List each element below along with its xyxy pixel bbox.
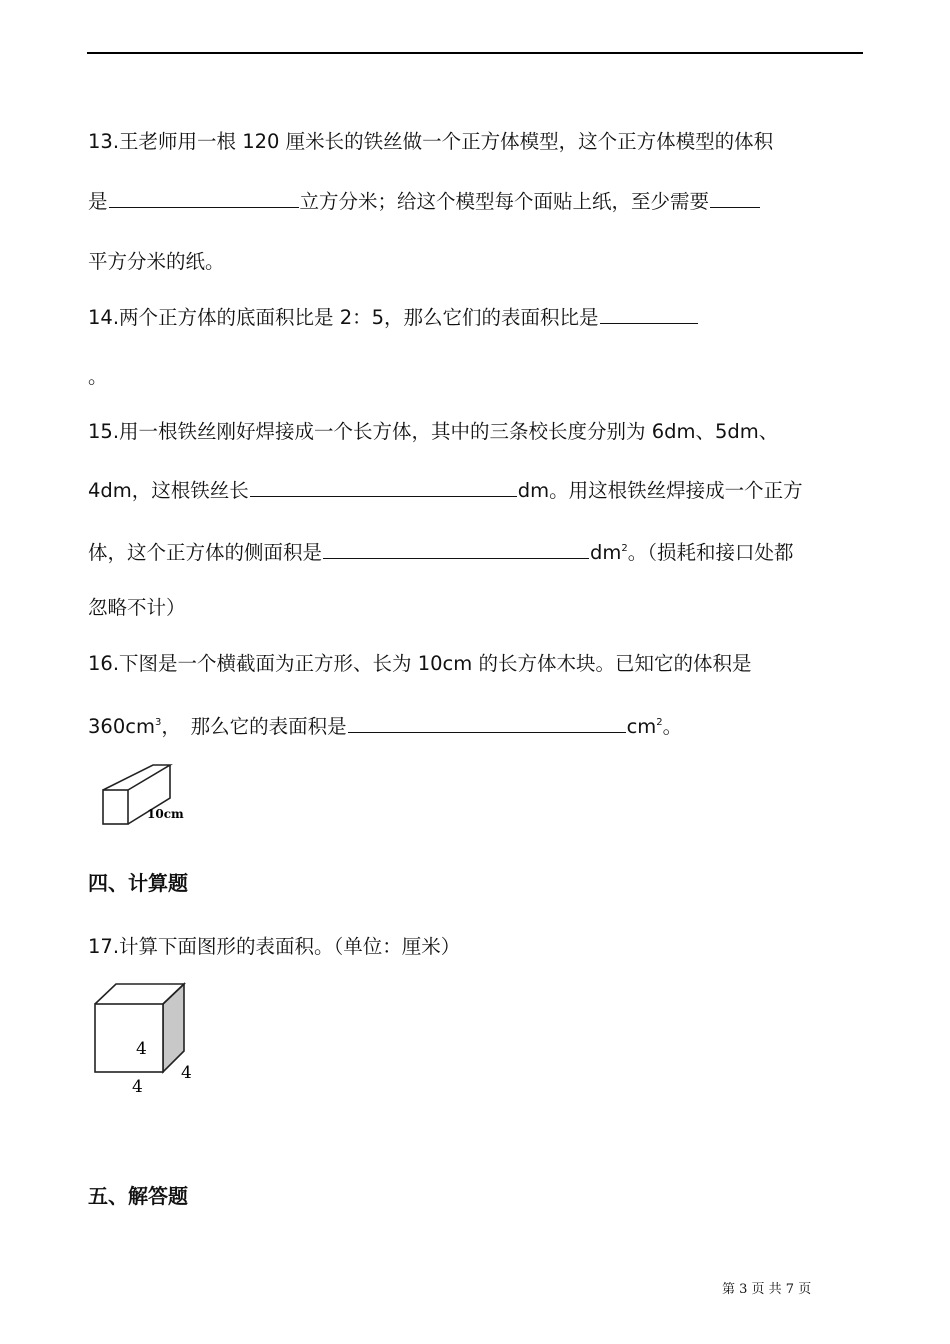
q13-line1: 13.王老师用一根 120 厘米长的铁丝做一个正方体模型，这个正方体模型的体积 xyxy=(88,130,774,153)
answer-blank[interactable] xyxy=(348,712,626,733)
answer-blank[interactable] xyxy=(109,187,299,208)
text: ， 那么它的表面积是 xyxy=(161,715,347,738)
q16-line2 xyxy=(88,709,682,741)
answer-blank[interactable] xyxy=(250,476,517,497)
text: 立方分米；给这个模型每个面贴上纸，至少需要 xyxy=(299,190,710,213)
cuboid-figure xyxy=(95,760,195,830)
text: dm xyxy=(590,541,622,564)
text: dm。用这根铁丝焊接成一个正方 xyxy=(517,479,803,502)
superscript: 2 xyxy=(621,543,628,554)
q16-line1: 16.下图是一个横截面为正方形、长为 10cm 的长方体木块。已知它的体积是 xyxy=(88,652,752,675)
q13-line2 xyxy=(88,187,761,216)
header-rule xyxy=(87,52,863,54)
text: 360cm xyxy=(88,715,155,738)
edge-label: 4 xyxy=(132,1077,143,1097)
superscript: 3 xyxy=(154,717,162,728)
text: 4dm，这根铁丝长 xyxy=(88,479,249,502)
answer-blank[interactable] xyxy=(710,187,760,208)
section-heading-4: 四、计算题 xyxy=(88,871,188,895)
cube-figure xyxy=(88,978,198,1098)
q14-line1 xyxy=(88,303,699,332)
answer-blank[interactable] xyxy=(600,303,698,324)
q15-line4: 忽略不计） xyxy=(88,596,186,619)
answer-blank[interactable] xyxy=(323,538,589,559)
text: 体，这个正方体的侧面积是 xyxy=(88,541,323,564)
text: 是 xyxy=(88,190,108,213)
q15-line1: 15.用一根铁丝刚好焊接成一个长方体，其中的三条校长度分别为 6dm、5dm、 xyxy=(88,420,779,443)
q15-line2 xyxy=(88,476,803,505)
section-heading-5: 五、解答题 xyxy=(88,1184,188,1208)
edge-label: 4 xyxy=(181,1063,192,1083)
q14-line2: 。 xyxy=(88,365,108,388)
superscript: 2 xyxy=(656,717,663,728)
text: 14.两个正方体的底面积比是 2：5，那么它们的表面积比是 xyxy=(88,306,599,329)
q15-line3 xyxy=(88,535,794,567)
q13-line3: 平方分米的纸。 xyxy=(88,250,225,273)
text: 。 xyxy=(662,715,683,738)
text: 。（损耗和接口处都 xyxy=(627,541,794,564)
edge-label: 4 xyxy=(136,1039,147,1059)
text: cm xyxy=(626,715,657,738)
q17-line1: 17.计算下面图形的表面积。（单位：厘米） xyxy=(88,935,461,958)
figure-label: 10cm xyxy=(147,807,184,821)
page-number: 第 3 页 共 7 页 xyxy=(722,1282,812,1297)
